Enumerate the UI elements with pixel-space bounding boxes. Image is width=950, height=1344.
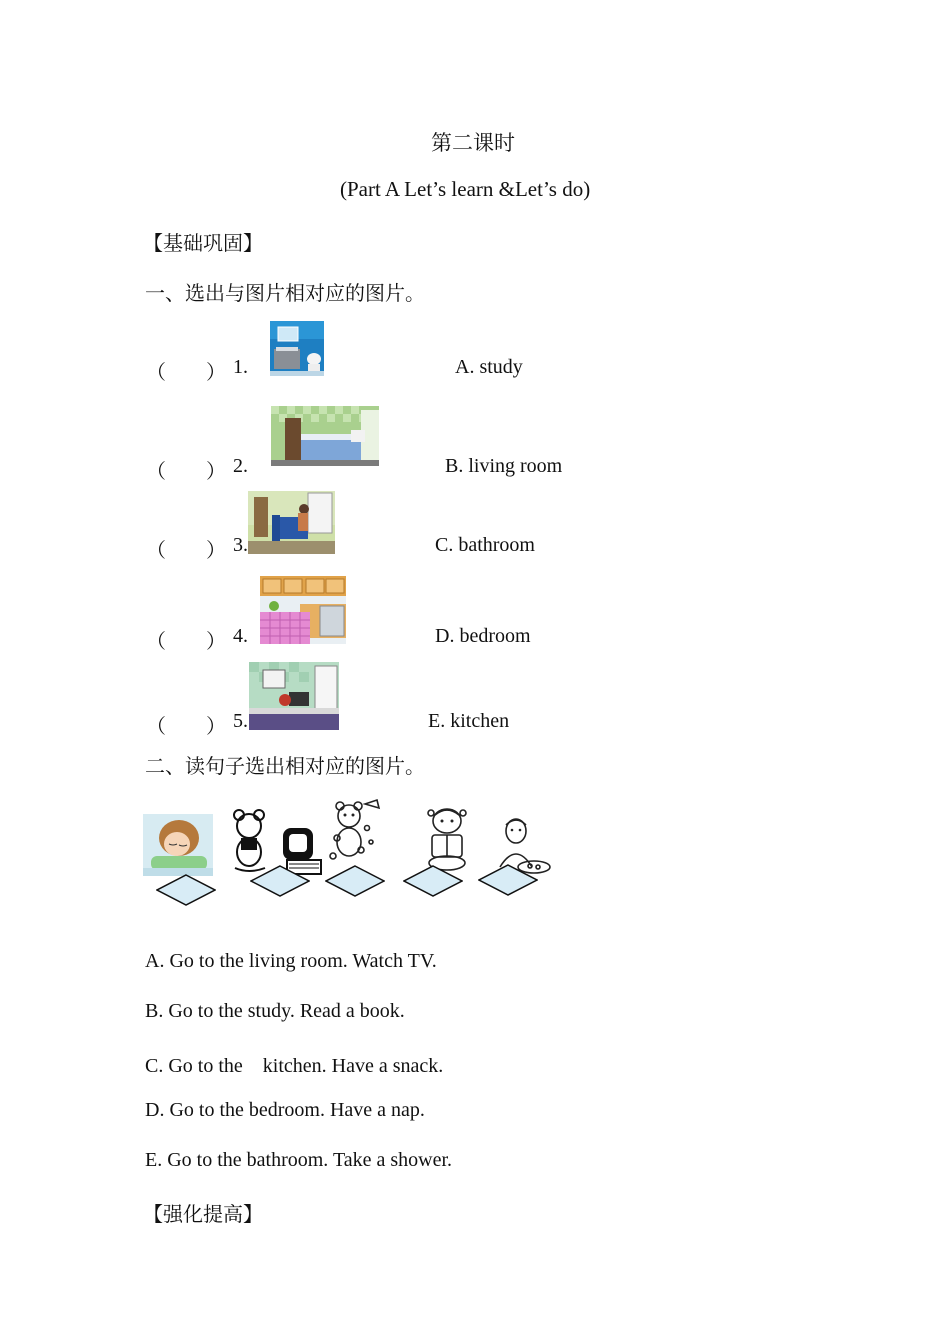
lesson-subtitle: (Part A Let’s learn &Let’s do): [340, 177, 591, 201]
answer-diamond-4[interactable]: [403, 865, 463, 897]
answer-paren-3[interactable]: （ ）: [146, 540, 226, 562]
item-number-3: 3.: [233, 534, 248, 556]
girl-reading-picture: [418, 805, 476, 873]
living-room-picture: [248, 491, 335, 554]
option-a: A. study: [455, 356, 523, 378]
sentence-a: A. Go to the living room. Watch TV.: [145, 950, 437, 972]
sentence-c: C. Go to the kitchen. Have a snack.: [145, 1055, 444, 1077]
sentence-d: D. Go to the bedroom. Have a nap.: [145, 1099, 425, 1121]
part1-instruction: 一、选出与图片相对应的图片。: [145, 283, 425, 305]
option-c: C. bathroom: [435, 534, 535, 556]
sentence-b: B. Go to the study. Read a book.: [145, 1000, 405, 1022]
answer-diamond-1[interactable]: [156, 874, 216, 906]
bedroom-picture: [271, 406, 379, 466]
answer-diamond-2[interactable]: [250, 865, 310, 897]
option-b: B. living room: [445, 455, 563, 477]
answer-diamond-3[interactable]: [325, 865, 385, 897]
option-d: D. bedroom: [435, 625, 531, 647]
item-number-2: 2.: [233, 455, 248, 477]
lesson-title: 第二课时: [431, 131, 515, 155]
answer-diamond-5[interactable]: [478, 864, 538, 896]
item-number-5: 5.: [233, 710, 248, 732]
item-number-1: 1.: [233, 356, 248, 378]
bathroom-picture: [270, 321, 324, 376]
part2-instruction: 二、读句子选出相对应的图片。: [145, 756, 425, 778]
kitchen-picture: [260, 576, 346, 644]
section-heading-advanced: 【强化提高】: [143, 1204, 263, 1226]
item-number-4: 4.: [233, 625, 248, 647]
answer-paren-1[interactable]: （ ）: [146, 362, 226, 384]
sentence-e: E. Go to the bathroom. Take a shower.: [145, 1149, 453, 1171]
sleeping-girl-picture: [143, 814, 213, 876]
answer-paren-4[interactable]: （ ）: [146, 631, 226, 653]
answer-paren-2[interactable]: （ ）: [146, 461, 226, 483]
answer-paren-5[interactable]: （ ）: [146, 716, 226, 738]
section-heading-basic: 【基础巩固】: [143, 233, 263, 255]
option-e: E. kitchen: [428, 710, 510, 732]
bear-in-shower-picture: [327, 798, 382, 868]
study-picture: [249, 662, 339, 730]
